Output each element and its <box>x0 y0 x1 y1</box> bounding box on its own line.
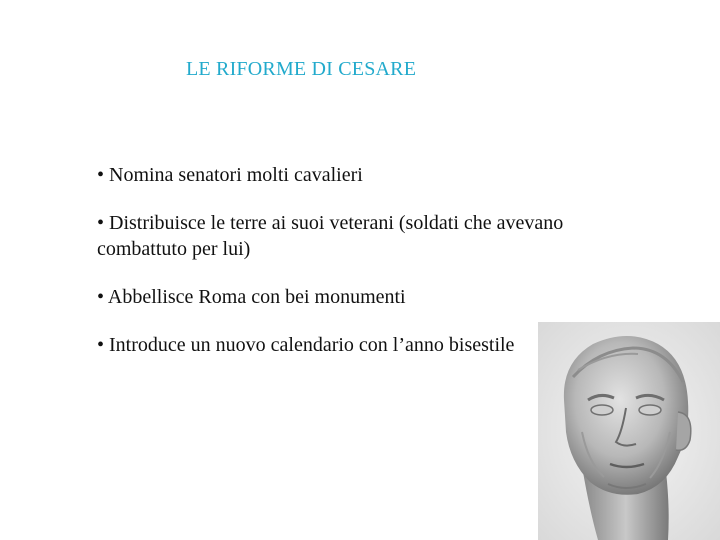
bullet-item: • Introduce un nuovo calendario con l’anno bisestile <box>97 334 515 356</box>
bullet-item: • Abbellisce Roma con bei monumenti <box>97 286 406 308</box>
bullet-item: • Nomina senatori molti cavalieri <box>97 164 363 186</box>
bust-portrait-image <box>538 322 720 540</box>
bullet-list <box>97 162 597 380</box>
bullet-item: • Distribuisce le terre ai suoi veterani (soldati che avevano combattuto per lui) <box>97 212 564 260</box>
slide-title: LE RIFORME DI CESARE <box>186 58 417 80</box>
